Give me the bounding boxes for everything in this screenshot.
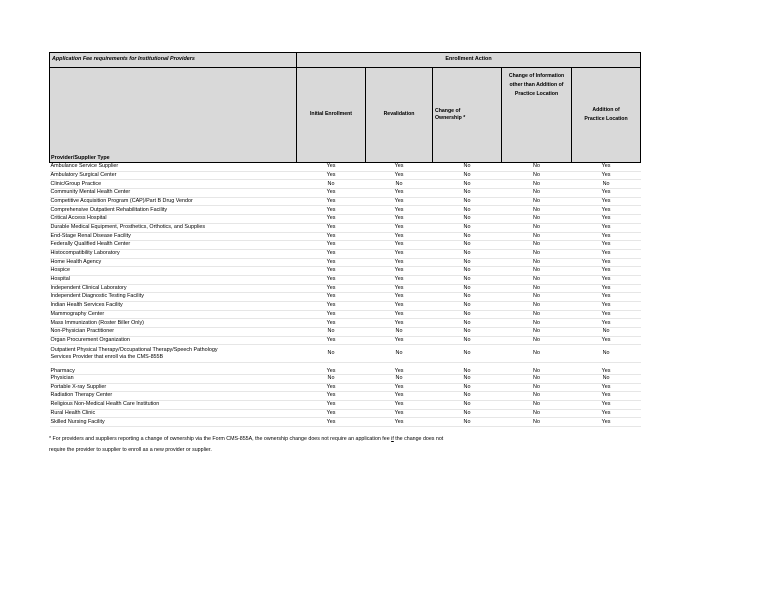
value-cell-change-of-information: No	[502, 392, 572, 401]
value-cell-addition-of-practice-location: Yes	[572, 302, 641, 311]
value-cell-revalidation: Yes	[366, 284, 433, 293]
value-cell-initial-enrollment: Yes	[297, 284, 366, 293]
value-cell-initial-enrollment: Yes	[297, 392, 366, 401]
value-cell-revalidation: Yes	[366, 310, 433, 319]
provider-type-header: Provider/Supplier Type	[50, 68, 297, 163]
col-header-revalidation: Revalidation	[366, 68, 433, 163]
value-cell-initial-enrollment: Yes	[297, 336, 366, 345]
value-cell-change-of-information: No	[502, 418, 572, 427]
value-cell-addition-of-practice-location: Yes	[572, 249, 641, 258]
table-row	[50, 171, 641, 180]
value-cell-change-of-ownership: No	[433, 319, 502, 328]
table-row	[50, 345, 641, 363]
value-cell-revalidation: Yes	[366, 189, 433, 198]
value-cell-change-of-information: No	[502, 345, 572, 363]
value-cell-initial-enrollment: Yes	[297, 163, 366, 172]
value-cell-change-of-information: No	[502, 310, 572, 319]
value-cell-change-of-ownership: No	[433, 189, 502, 198]
provider-type-cell: Comprehensive Outpatient Rehabilitation Facility	[50, 206, 297, 215]
table-title: Application Fee requirements for Institutional Providers	[50, 53, 297, 68]
col-header-change-of-information-line2: other than Addition of	[509, 81, 564, 88]
value-cell-change-of-information: No	[502, 180, 572, 189]
provider-type-cell: Hospice	[50, 267, 297, 276]
table-row	[50, 383, 641, 392]
col-header-addition-line2: Practice Location	[584, 116, 628, 122]
table-row	[50, 223, 641, 232]
col-header-change-of-information-line3: Practice Location	[514, 90, 559, 97]
value-cell-addition-of-practice-location: Yes	[572, 310, 641, 319]
value-cell-revalidation: Yes	[366, 319, 433, 328]
value-cell-addition-of-practice-location: Yes	[572, 401, 641, 410]
col-header-change-of-ownership-line1: Change of	[435, 107, 461, 114]
value-cell-addition-of-practice-location: Yes	[572, 171, 641, 180]
value-cell-initial-enrollment: Yes	[297, 383, 366, 392]
provider-type-name-line2: Services Provider that enroll via the CMS-855B	[50, 353, 164, 360]
value-cell-change-of-information: No	[502, 293, 572, 302]
value-cell-change-of-ownership: No	[433, 197, 502, 206]
provider-type-name-line1: Outpatient Physical Therapy/Occupational Therapy/Speech Pathology	[50, 347, 218, 354]
value-cell-initial-enrollment: Yes	[297, 418, 366, 427]
value-cell-change-of-information: No	[502, 189, 572, 198]
value-cell-change-of-information: No	[502, 409, 572, 418]
table-row	[50, 319, 641, 328]
col-header-change-of-information	[502, 68, 572, 163]
table-row	[50, 232, 641, 241]
table-row	[50, 418, 641, 427]
table-row	[50, 302, 641, 311]
value-cell-revalidation: Yes	[366, 241, 433, 250]
value-cell-addition-of-practice-location: Yes	[572, 189, 641, 198]
value-cell-revalidation: Yes	[366, 392, 433, 401]
table-row	[50, 241, 641, 250]
value-cell-addition-of-practice-location: Yes	[572, 383, 641, 392]
value-cell-change-of-ownership: No	[433, 258, 502, 267]
value-cell-change-of-information: No	[502, 171, 572, 180]
value-cell-change-of-ownership: No	[433, 392, 502, 401]
provider-type-cell: Critical Access Hospital	[50, 215, 297, 224]
value-cell-initial-enrollment: Yes	[297, 363, 366, 375]
value-cell-revalidation: Yes	[366, 206, 433, 215]
fee-requirements-sheet	[49, 52, 640, 427]
provider-type-cell: Organ Procurement Organization	[50, 336, 297, 345]
value-cell-revalidation: Yes	[366, 163, 433, 172]
value-cell-change-of-information: No	[502, 241, 572, 250]
value-cell-change-of-information: No	[502, 374, 572, 383]
table-row	[50, 163, 641, 172]
table-row	[50, 215, 641, 224]
footnote-line1-text: * For providers and suppliers reporting a change of ownership via the Form CMS-855A, the ownership change does not require an application fee	[49, 436, 392, 442]
table-row	[50, 328, 641, 337]
value-cell-change-of-information: No	[502, 258, 572, 267]
value-cell-addition-of-practice-location: No	[572, 345, 641, 363]
header-row-columns	[50, 68, 641, 163]
value-cell-change-of-ownership: No	[433, 267, 502, 276]
value-cell-initial-enrollment: Yes	[297, 171, 366, 180]
value-cell-revalidation: Yes	[366, 267, 433, 276]
value-cell-revalidation: Yes	[366, 383, 433, 392]
value-cell-initial-enrollment: Yes	[297, 258, 366, 267]
provider-type-cell: Independent Diagnostic Testing Facility	[50, 293, 297, 302]
value-cell-change-of-ownership: No	[433, 275, 502, 284]
provider-type-cell: Physician	[50, 374, 297, 383]
value-cell-change-of-ownership: No	[433, 241, 502, 250]
value-cell-revalidation: No	[366, 328, 433, 337]
value-cell-initial-enrollment: Yes	[297, 215, 366, 224]
provider-type-cell: Religious Non-Medical Health Care Institution	[50, 401, 297, 410]
table-row	[50, 275, 641, 284]
value-cell-addition-of-practice-location: Yes	[572, 275, 641, 284]
value-cell-revalidation: No	[366, 374, 433, 383]
value-cell-revalidation: Yes	[366, 275, 433, 284]
table-row	[50, 310, 641, 319]
col-header-change-of-ownership-line2: Ownership *	[435, 115, 466, 121]
value-cell-addition-of-practice-location: Yes	[572, 392, 641, 401]
value-cell-initial-enrollment: No	[297, 328, 366, 337]
value-cell-change-of-information: No	[502, 197, 572, 206]
value-cell-change-of-ownership: No	[433, 232, 502, 241]
value-cell-initial-enrollment: Yes	[297, 310, 366, 319]
value-cell-addition-of-practice-location: Yes	[572, 241, 641, 250]
provider-type-cell: Rural Health Clinic	[50, 409, 297, 418]
col-header-change-of-ownership	[433, 68, 502, 163]
col-header-addition-of-practice-location	[572, 68, 641, 163]
table-row	[50, 392, 641, 401]
value-cell-initial-enrollment: No	[297, 180, 366, 189]
value-cell-revalidation: Yes	[366, 249, 433, 258]
value-cell-change-of-information: No	[502, 336, 572, 345]
value-cell-change-of-information: No	[502, 267, 572, 276]
provider-type-cell: Skilled Nursing Facility	[50, 418, 297, 427]
table-row	[50, 206, 641, 215]
value-cell-change-of-ownership: No	[433, 328, 502, 337]
value-cell-change-of-information: No	[502, 328, 572, 337]
footnote-line1	[49, 434, 649, 445]
value-cell-addition-of-practice-location: Yes	[572, 197, 641, 206]
value-cell-addition-of-practice-location: Yes	[572, 293, 641, 302]
enrollment-action-header: Enrollment Action	[297, 53, 641, 68]
value-cell-change-of-ownership: No	[433, 163, 502, 172]
value-cell-change-of-information: No	[502, 401, 572, 410]
value-cell-addition-of-practice-location: Yes	[572, 232, 641, 241]
value-cell-addition-of-practice-location: Yes	[572, 409, 641, 418]
provider-type-cell: Radiation Therapy Center	[50, 392, 297, 401]
provider-type-cell: Independent Clinical Laboratory	[50, 284, 297, 293]
value-cell-addition-of-practice-location: Yes	[572, 258, 641, 267]
value-cell-change-of-ownership: No	[433, 302, 502, 311]
value-cell-change-of-ownership: No	[433, 171, 502, 180]
provider-type-cell	[50, 345, 297, 363]
table-row	[50, 258, 641, 267]
value-cell-revalidation: Yes	[366, 336, 433, 345]
value-cell-addition-of-practice-location: Yes	[572, 336, 641, 345]
value-cell-initial-enrollment: Yes	[297, 267, 366, 276]
value-cell-change-of-ownership: No	[433, 374, 502, 383]
provider-type-cell: Pharmacy	[50, 363, 297, 375]
table-row	[50, 197, 641, 206]
table-row	[50, 267, 641, 276]
value-cell-revalidation: Yes	[366, 409, 433, 418]
value-cell-change-of-ownership: No	[433, 180, 502, 189]
table-row	[50, 249, 641, 258]
provider-type-cell: Ambulance Service Supplier	[50, 163, 297, 172]
value-cell-addition-of-practice-location: No	[572, 180, 641, 189]
value-cell-change-of-information: No	[502, 284, 572, 293]
value-cell-change-of-information: No	[502, 319, 572, 328]
table-row	[50, 189, 641, 198]
table-row	[50, 293, 641, 302]
value-cell-initial-enrollment: Yes	[297, 293, 366, 302]
value-cell-change-of-information: No	[502, 302, 572, 311]
table-row	[50, 363, 641, 375]
value-cell-addition-of-practice-location: Yes	[572, 215, 641, 224]
value-cell-revalidation: No	[366, 180, 433, 189]
provider-type-cell: Federally Qualified Health Center	[50, 241, 297, 250]
value-cell-initial-enrollment: Yes	[297, 241, 366, 250]
provider-type-cell: Portable X-ray Supplier	[50, 383, 297, 392]
value-cell-revalidation: Yes	[366, 401, 433, 410]
provider-type-cell: Non-Physician Practitioner	[50, 328, 297, 337]
value-cell-addition-of-practice-location: Yes	[572, 418, 641, 427]
value-cell-change-of-ownership: No	[433, 310, 502, 319]
footnote-line1-end: the change does not	[393, 436, 444, 442]
value-cell-initial-enrollment: Yes	[297, 206, 366, 215]
value-cell-change-of-ownership: No	[433, 215, 502, 224]
provider-type-cell: Hospital	[50, 275, 297, 284]
value-cell-revalidation: Yes	[366, 223, 433, 232]
value-cell-change-of-ownership: No	[433, 249, 502, 258]
value-cell-addition-of-practice-location: Yes	[572, 223, 641, 232]
value-cell-change-of-ownership: No	[433, 383, 502, 392]
col-header-initial-enrollment: Initial Enrollment	[297, 68, 366, 163]
value-cell-addition-of-practice-location: Yes	[572, 206, 641, 215]
table-row	[50, 180, 641, 189]
provider-type-cell: Home Health Agency	[50, 258, 297, 267]
value-cell-revalidation: Yes	[366, 302, 433, 311]
value-cell-change-of-information: No	[502, 275, 572, 284]
value-cell-change-of-ownership: No	[433, 363, 502, 375]
col-header-change-of-information-line1: Change of Information	[508, 73, 565, 79]
value-cell-change-of-information: No	[502, 383, 572, 392]
value-cell-change-of-information: No	[502, 223, 572, 232]
value-cell-addition-of-practice-location: No	[572, 328, 641, 337]
provider-type-cell: Histocompatibility Laboratory	[50, 249, 297, 258]
provider-type-cell: Durable Medical Equipment, Prosthetics, Orthotics, and Supplies	[50, 223, 297, 232]
table-row	[50, 336, 641, 345]
value-cell-initial-enrollment: Yes	[297, 401, 366, 410]
value-cell-initial-enrollment: Yes	[297, 223, 366, 232]
table-row	[50, 374, 641, 383]
value-cell-addition-of-practice-location: Yes	[572, 319, 641, 328]
provider-type-cell: Community Mental Health Center	[50, 189, 297, 198]
value-cell-initial-enrollment: No	[297, 345, 366, 363]
provider-type-cell: Indian Health Services Facility	[50, 302, 297, 311]
value-cell-initial-enrollment: Yes	[297, 319, 366, 328]
footnote-line2: require the provider to supplier to enroll as a new provider or supplier.	[49, 447, 212, 453]
value-cell-revalidation: Yes	[366, 215, 433, 224]
value-cell-change-of-information: No	[502, 232, 572, 241]
value-cell-addition-of-practice-location: No	[572, 374, 641, 383]
value-cell-initial-enrollment: Yes	[297, 232, 366, 241]
provider-type-cell: Mammography Center	[50, 310, 297, 319]
value-cell-initial-enrollment: Yes	[297, 189, 366, 198]
value-cell-change-of-ownership: No	[433, 336, 502, 345]
value-cell-change-of-ownership: No	[433, 401, 502, 410]
value-cell-revalidation: Yes	[366, 363, 433, 375]
value-cell-initial-enrollment: Yes	[297, 249, 366, 258]
value-cell-revalidation: No	[366, 345, 433, 363]
value-cell-addition-of-practice-location: Yes	[572, 363, 641, 375]
value-cell-change-of-information: No	[502, 363, 572, 375]
value-cell-revalidation: Yes	[366, 171, 433, 180]
value-cell-change-of-ownership: No	[433, 409, 502, 418]
table-row	[50, 401, 641, 410]
value-cell-revalidation: Yes	[366, 293, 433, 302]
table-row	[50, 284, 641, 293]
provider-type-cell: Clinic/Group Practice	[50, 180, 297, 189]
provider-type-cell: End-Stage Renal Disease Facility	[50, 232, 297, 241]
value-cell-revalidation: Yes	[366, 197, 433, 206]
value-cell-change-of-ownership: No	[433, 206, 502, 215]
value-cell-initial-enrollment: Yes	[297, 197, 366, 206]
footnote-if-underlined: if	[391, 436, 394, 442]
value-cell-change-of-information: No	[502, 249, 572, 258]
fee-requirements-table	[49, 52, 641, 427]
value-cell-change-of-information: No	[502, 206, 572, 215]
footnote	[49, 434, 649, 456]
value-cell-revalidation: Yes	[366, 232, 433, 241]
value-cell-revalidation: Yes	[366, 258, 433, 267]
value-cell-addition-of-practice-location: Yes	[572, 284, 641, 293]
value-cell-initial-enrollment: No	[297, 374, 366, 383]
value-cell-addition-of-practice-location: Yes	[572, 163, 641, 172]
provider-type-cell: Ambulatory Surgical Center	[50, 171, 297, 180]
value-cell-change-of-ownership: No	[433, 345, 502, 363]
value-cell-change-of-ownership: No	[433, 418, 502, 427]
value-cell-initial-enrollment: Yes	[297, 409, 366, 418]
provider-type-cell: Competitive Acquisition Program (CAP)/Part B Drug Vendor	[50, 197, 297, 206]
col-header-addition-line1: Addition of	[592, 107, 620, 114]
value-cell-change-of-ownership: No	[433, 293, 502, 302]
value-cell-change-of-ownership: No	[433, 284, 502, 293]
header-row-title	[50, 53, 641, 68]
value-cell-revalidation: Yes	[366, 418, 433, 427]
value-cell-initial-enrollment: Yes	[297, 275, 366, 284]
value-cell-change-of-information: No	[502, 163, 572, 172]
value-cell-change-of-information: No	[502, 215, 572, 224]
provider-type-cell: Mass Immunization (Roster Biller Only)	[50, 319, 297, 328]
value-cell-change-of-ownership: No	[433, 223, 502, 232]
value-cell-addition-of-practice-location: Yes	[572, 267, 641, 276]
value-cell-initial-enrollment: Yes	[297, 302, 366, 311]
table-row	[50, 409, 641, 418]
